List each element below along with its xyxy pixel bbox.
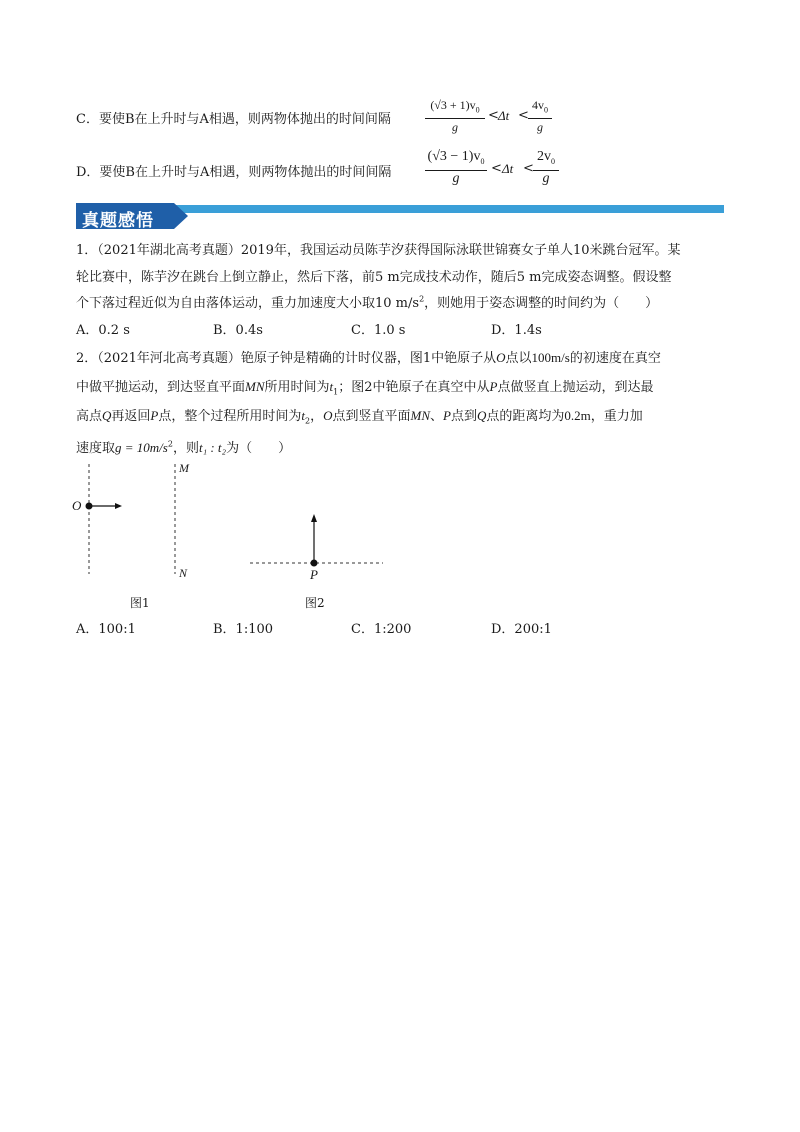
fig1-point-o [86,503,93,510]
q2-option-a: A．100:1 [76,622,136,637]
fig1-label-o: O [72,498,82,513]
q2-option-b: B．1:100 [213,622,274,637]
q2-line3: 高点Q再返回P点，整个过程所用时间为$t_2$，O点到竖直平面MN、P点到Q点的距离均为0.2m，重力加 [76,408,643,426]
fig2-arrow-head [311,514,317,522]
option-d-frac-left: $\frac{(√3 - 1)v_0}{g}$ [425,149,487,187]
fig1-label-n: N [179,566,188,580]
fig1-arrow-head [115,503,122,509]
option-d-lt2: < [523,161,534,176]
option-c-frac-right: $\frac{4v_0}{g}$ [528,97,552,135]
q1-line3: 个下落过程近似为自由落体运动，重力加速度大小取10 $m/s^2$，则她用于姿态调整的时间约为（ ） [76,294,659,311]
q1-option-c: C．1.0 s [351,323,406,338]
option-d-lt1: < [491,161,502,176]
q2-line4: 速度取$g = 10m/s^2$，则t₁ : t₂为（ ） [76,439,292,456]
option-c-lt1: < [488,108,499,123]
q1-option-b: B．0.4s [213,323,263,338]
option-d-dt: Δt [502,161,514,176]
figure-1 [60,458,210,588]
option-d-label: D．要使B在上升时与A相遇，则两物体抛出的时间间隔 [76,165,392,180]
option-c-dt: Δt [498,108,510,123]
q2-option-c: C．1:200 [351,622,412,637]
option-c-label: C．要使B在上升时与A相遇，则两物体抛出的时间间隔 [76,112,391,127]
figure-2 [245,505,390,575]
fig1-caption: 图1 [130,596,150,610]
q1-option-a: A．0.2 s [76,323,130,338]
q2-option-d: D．200:1 [491,622,552,637]
section-banner [76,203,724,229]
option-c-frac-left: $\frac{(√3 + 1)v_0}{g}$ [425,97,485,135]
option-c-lt2: < [518,108,529,123]
q1-line2: 轮比赛中，陈芋汐在跳台上倒立静止，然后下落，前5 m完成技术动作，随后5 m完成姿态调整。假设整 [76,270,672,285]
fig2-point-p [311,560,318,567]
q2-line1: 2．（2021年河北高考真题）铯原子钟是精确的计时仪器，图1中铯原子从O点以100m/s的初速度在真空 [76,350,661,366]
section-title: 真题感悟 [82,211,154,231]
fig2-caption: 图2 [305,596,325,610]
q1-line1: 1．（2021年湖北高考真题）2019年，我国运动员陈芋汐获得国际泳联世锦赛女子单人10米跳台冠军。某 [76,243,681,258]
q1-option-d: D．1.4s [491,323,542,338]
fig2-label-p: P [310,567,318,582]
option-d-frac-right: $\frac{2v_0}{g}$ [533,149,559,187]
q2-line2: 中做平抛运动，到达竖直平面MN所用时间为$t_1$；图2中铯原子在真空中从P点做竖直上抛运动，到达最 [76,379,654,397]
fig1-label-m: M [179,461,189,475]
banner-stripe [171,205,724,213]
